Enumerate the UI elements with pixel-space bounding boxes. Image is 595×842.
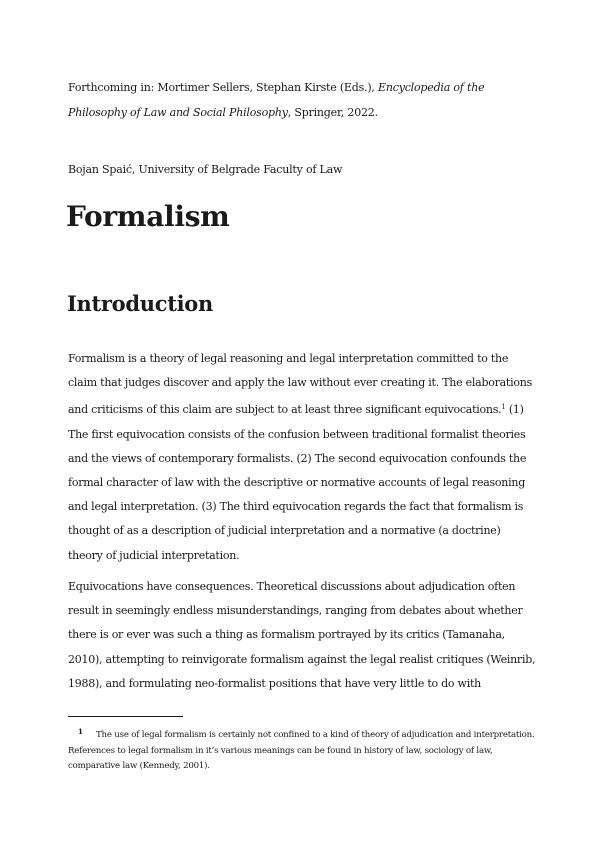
paragraph-1-text: Formalism is a theory of legal reasoning and legal interpretation committed to the claim that judges discover and apply the law without ever creating it. The elaborations and criticisms of this claim are subject to at least three significant equivocations.: [68, 352, 532, 417]
paragraph-2: Equivocations have consequences. Theoretical discussions about adjudication often result in seemingly endless misunderstandings, ranging from debates about whether there is or ever was such a thing as formalism portrayed by its critics (Tamanaha, 2010), attempting to reinvigorate formalism against the legal realist critiques (Weinrib, 1988), and formulating neo-formalist positions that have very little to do with: [68, 580, 536, 690]
footnote-reference[interactable]: 1: [501, 403, 506, 412]
publisher: , Springer, 2022.: [287, 106, 378, 119]
footnote: [68, 724, 538, 775]
author-affiliation: Bojan Spaić, University of Belgrade Faculty of Law: [68, 163, 343, 176]
forthcoming-prefix: Forthcoming in: Mortimer Sellers, Stephan Kirste (Eds.),: [68, 81, 379, 94]
publication-note: [68, 75, 538, 125]
book-title: Encyclopedia of the Philosophy of Law and Social Philosophy: [68, 81, 485, 119]
page-title: Formalism: [66, 200, 230, 233]
paragraph-1: [68, 347, 538, 568]
section-heading: Introduction: [67, 291, 213, 316]
paragraph-1-continuation: (1) The first equivocation consists of the confusion between traditional formalist theories and the views of contemporary formalists. (2) The second equivocation confounds the formal character of law with the descriptive or normative accounts of legal reasoning and legal interpretation. (3) The third equivocation regards the fact that formalism is thought of as a description of judicial interpretation and a normative (a doctrine) theory of judicial interpretation.: [68, 403, 527, 562]
footnote-divider: [68, 716, 183, 717]
footnote-mark: 1: [78, 727, 83, 736]
footnote-text: The use of legal formalism is certainly not confined to a kind of theory of adjudication and interpretation. References to legal formalism in it’s various meanings can be found in history of law, sociology of law, comparative law (Kennedy, 2001).: [68, 730, 535, 771]
